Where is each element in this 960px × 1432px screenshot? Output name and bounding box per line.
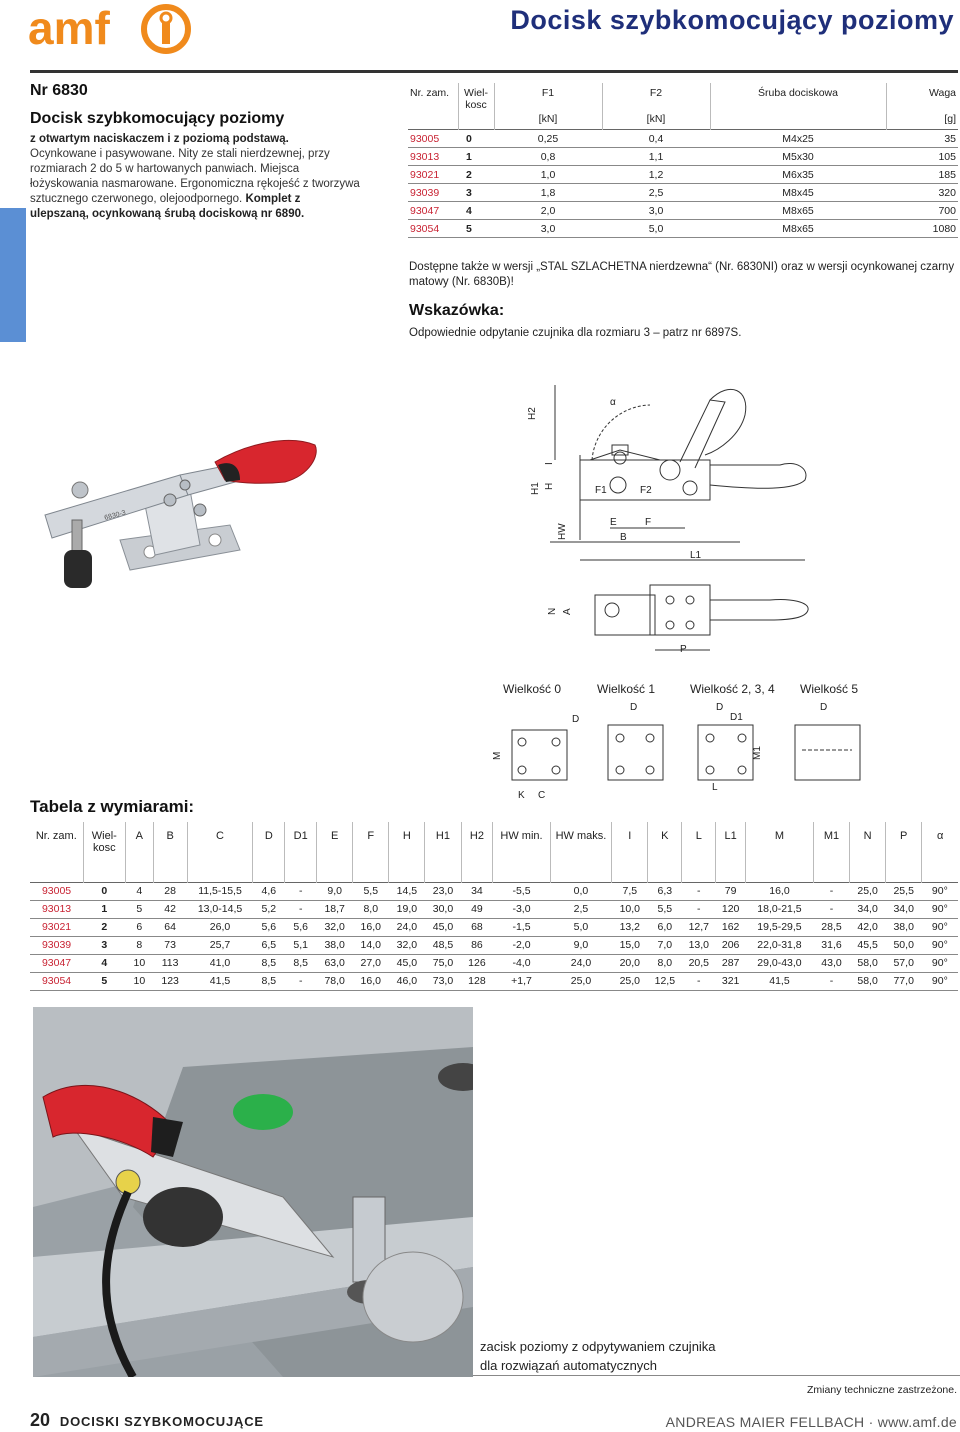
table-cell: 12,7 [682,918,716,936]
table-cell: 78,0 [317,972,353,990]
table-cell: 93021 [30,918,83,936]
photo-caption: zacisk poziomy z odpytywaniem czujnika dla rozwiązań automatycznych [480,1339,716,1373]
table-cell: 20,5 [682,954,716,972]
col-h2: H2 [461,822,493,882]
table-cell: 93047 [30,954,83,972]
table-cell: 18,0-21,5 [746,900,814,918]
table-row: 93013 1 0,8 1,1 M5x30 105 [408,148,958,166]
page-number: 20 [30,1410,51,1430]
product-subtitle: z otwartym naciskaczem i z poziomą podstawą. [30,133,289,145]
col-m: M [746,822,814,882]
table-cell: 0,0 [550,882,612,900]
table-cell: 34,0 [886,900,922,918]
svg-text:E: E [610,517,617,528]
table-cell: 45,0 [425,918,461,936]
table-cell: 93054 [30,972,83,990]
col-size: Wiel-kosc [458,83,494,130]
table-cell: 14,5 [389,882,425,900]
table-cell: 123 [153,972,187,990]
table-cell: 13,0 [682,936,716,954]
svg-text:amf: amf [28,4,110,54]
amf-logo [28,4,193,56]
table-cell: 14,0 [353,936,389,954]
col-hw-min: HW min. [493,822,550,882]
col-f2: F2 [kN] [602,83,710,130]
table-cell: 3 [83,936,125,954]
table-cell: 8,0 [353,900,389,918]
svg-text:N: N [547,607,558,615]
product-description: Ocynkowane i pasywowane. Nity ze stali nierdzewnej, przy rozmiarach 2 do 5 w hartowanych panwiach. Miejsca łożyskowania nasmarowane. Ergonomiczna rękojeść z tworzywa sztucznego czerwonego, olejoodpornego. Komplet z ulepszaną, ocynkowaną śrubą dociskową nr 6890. [30,148,360,220]
table-cell: 287 [716,954,746,972]
table-cell: - [682,972,716,990]
table-cell: 113 [153,954,187,972]
table-row [30,900,958,918]
table-row: 93039 3 1,8 2,5 M8x45 320 [408,184,958,202]
table-row [30,882,958,900]
table-cell: 5 [126,900,154,918]
table-cell: 25,5 [886,882,922,900]
table-cell: 120 [716,900,746,918]
table-cell: 5,1 [285,936,317,954]
base-plate-drawings [480,700,910,810]
table-cell: 90° [922,900,958,918]
table-cell: 32,0 [317,918,353,936]
table-cell: 0 [83,882,125,900]
col-k: K [648,822,682,882]
table-cell: 68 [461,918,493,936]
table-cell: 38,0 [886,918,922,936]
table-cell: 5,2 [253,900,285,918]
table-cell: 41,0 [187,954,253,972]
table-cell: 5,6 [285,918,317,936]
availability-note: Dostępne także w wersji „STAL SZLACHETNA nierdzewna“ (Nr. 6830NI) oraz w wersji ocynkowanej czarny matowy (Nr. 6830B)! [409,261,955,288]
table-row [30,954,958,972]
table-cell: 57,0 [886,954,922,972]
table-cell: 2 [83,918,125,936]
table-cell: 8,5 [285,954,317,972]
table-cell: 11,5-15,5 [187,882,253,900]
table-cell: 45,0 [389,954,425,972]
footer-company: ANDREAS MAIER FELLBACH · www.amf.de [665,1414,957,1430]
table-cell: - [285,882,317,900]
svg-text:HW: HW [557,523,568,540]
table-cell: 28 [153,882,187,900]
table-cell: 5,0 [550,918,612,936]
col-size: Wiel-kosc [83,822,125,882]
svg-text:I: I [544,462,555,465]
table-row [30,936,958,954]
table-cell: 29,0-43,0 [746,954,814,972]
table-cell: 73 [153,936,187,954]
table-cell: 64 [153,918,187,936]
table-cell: 42,0 [850,918,886,936]
top-divider [30,70,958,73]
table-cell: 5 [83,972,125,990]
svg-text:B: B [620,532,627,543]
table-cell: 27,0 [353,954,389,972]
table-cell: 6,3 [648,882,682,900]
table-cell: 10 [126,954,154,972]
col-f1: F1 [kN] [494,83,602,130]
table-cell: - [813,972,849,990]
table-cell: 28,5 [813,918,849,936]
table-cell: 162 [716,918,746,936]
col-h1: H1 [425,822,461,882]
svg-text:L: L [712,782,718,793]
table-cell: 2,5 [550,900,612,918]
table-cell: 8,0 [648,954,682,972]
changes-note: Zmiany techniczne zastrzeżone. [807,1384,957,1396]
product-photo [40,420,330,600]
col-f: F [353,822,389,882]
table-cell: 90° [922,972,958,990]
table-cell: 9,0 [550,936,612,954]
table-cell: 42 [153,900,187,918]
table-cell: 6 [126,918,154,936]
table-cell: 93039 [30,936,83,954]
table-row: 93054 5 3,0 5,0 M8x65 1080 [408,220,958,238]
footer-section [30,1410,264,1431]
svg-text:6830-3: 6830-3 [103,509,127,522]
col-d1: D1 [285,822,317,882]
table-cell: 5,6 [253,918,285,936]
table-cell: 16,0 [353,972,389,990]
size-234-label: Wielkość 2, 3, 4 [690,682,775,696]
table-cell: 86 [461,936,493,954]
svg-text:H: H [544,482,555,490]
dimensions-table [30,822,958,991]
table-cell: - [682,882,716,900]
svg-text:D: D [716,702,724,713]
table-row: 93021 2 1,0 1,2 M6x35 185 [408,166,958,184]
col-i: I [612,822,648,882]
table-cell: 90° [922,954,958,972]
table-cell: 4 [126,882,154,900]
table-cell: 50,0 [886,936,922,954]
table-cell: 41,5 [187,972,253,990]
svg-text:α: α [610,397,616,408]
table-cell: 7,5 [612,882,648,900]
table-row [30,972,958,990]
spec-table [408,83,958,238]
table-cell: 16,0 [746,882,814,900]
svg-text:D: D [572,714,580,725]
hint-text: Odpowiednie odpytanie czujnika dla rozmiaru 3 – patrz nr 6897S. [409,327,742,339]
svg-text:M1: M1 [752,746,763,760]
table-cell: 5,5 [353,882,389,900]
col-hw-max: HW maks. [550,822,612,882]
table-cell: 30,0 [425,900,461,918]
col-alpha: α [936,830,944,842]
svg-text:M: M [492,751,503,760]
svg-text:D1: D1 [730,712,743,723]
table-cell: 26,0 [187,918,253,936]
col-m1: M1 [813,822,849,882]
col-l1: L1 [716,822,746,882]
table-cell: 48,5 [425,936,461,954]
table-cell: 79 [716,882,746,900]
col-e: E [317,822,353,882]
table-cell: 90° [922,918,958,936]
table-cell: 45,5 [850,936,886,954]
table-cell: 22,0-31,8 [746,936,814,954]
table-cell: - [813,900,849,918]
table-cell: 25,0 [850,882,886,900]
table-cell: - [285,900,317,918]
svg-text:F2: F2 [640,485,652,496]
table-cell: 321 [716,972,746,990]
col-screw: Śruba dociskowa [710,83,886,130]
col-weight: Waga [g] [928,87,956,125]
table-cell: 19,0 [389,900,425,918]
svg-text:H1: H1 [530,482,541,495]
table-cell: 93005 [30,882,83,900]
svg-text:P: P [680,644,687,655]
svg-text:K: K [518,790,525,801]
col-d: D [253,822,285,882]
table-cell: 12,5 [648,972,682,990]
table-cell: 18,7 [317,900,353,918]
table-cell: +1,7 [493,972,550,990]
svg-text:D: D [820,702,828,713]
table-cell: 19,5-29,5 [746,918,814,936]
table-cell: -4,0 [493,954,550,972]
table-cell: 41,5 [746,972,814,990]
table-cell: 31,6 [813,936,849,954]
section-name: DOCISKI SZYBKOMOCUJĄCE [59,1414,264,1429]
table-cell: 128 [461,972,493,990]
table-cell: 25,7 [187,936,253,954]
col-p: P [886,822,922,882]
svg-text:L1: L1 [690,550,702,561]
svg-text:H2: H2 [527,407,538,420]
table-cell: 90° [922,936,958,954]
caption-divider [473,1375,960,1376]
table-cell: 73,0 [425,972,461,990]
size-1-label: Wielkość 1 [597,682,656,696]
table-cell: 24,0 [550,954,612,972]
table-cell: 10 [126,972,154,990]
table-cell: 75,0 [425,954,461,972]
col-c: C [187,822,253,882]
col-n: N [850,822,886,882]
col-nr: Nr. zam. [30,822,83,882]
size-5-label: Wielkość 5 [800,682,859,696]
table-cell: - [285,972,317,990]
table-cell: 4,6 [253,882,285,900]
table-cell: 93013 [30,900,83,918]
table-cell: 9,0 [317,882,353,900]
application-photo [33,1007,473,1377]
table-cell: 126 [461,954,493,972]
table-cell: 13,0-14,5 [187,900,253,918]
product-number: Nr 6830 [30,82,88,99]
col-l: L [682,822,716,882]
table-cell: 25,0 [612,972,648,990]
svg-text:F1: F1 [595,485,607,496]
svg-text:F: F [645,517,652,528]
hint-title: Wskazówka: [409,302,505,319]
table-cell: 46,0 [389,972,425,990]
table-cell: 4 [83,954,125,972]
table-cell: - [682,900,716,918]
table-cell: 5,5 [648,900,682,918]
table-cell: 24,0 [389,918,425,936]
table-cell: 20,0 [612,954,648,972]
table-cell: 15,0 [612,936,648,954]
col-a: A [126,822,154,882]
table-cell: 90° [922,882,958,900]
table-cell: 23,0 [425,882,461,900]
table-cell: 63,0 [317,954,353,972]
table-cell: 206 [716,936,746,954]
dimensions-title: Tabela z wymiarami: [30,797,195,816]
table-cell: 13,2 [612,918,648,936]
page-title: Docisk szybkomocujący poziomy [510,5,954,35]
table-cell: 58,0 [850,972,886,990]
product-intro [30,82,360,222]
size-0-label: Wielkość 0 [503,682,562,696]
svg-text:A: A [562,608,573,615]
table-cell: 6,0 [648,918,682,936]
svg-text:D: D [630,702,638,713]
col-nr: Nr. zam. [408,83,458,130]
svg-text:C: C [538,790,546,801]
table-cell: 6,5 [253,936,285,954]
table-cell: 8,5 [253,954,285,972]
table-cell: 8,5 [253,972,285,990]
side-view-drawing [520,360,960,575]
top-view-drawing [540,580,840,660]
product-title: Docisk szybkomocujący poziomy [30,110,285,127]
table-cell: 25,0 [550,972,612,990]
table-cell: 8 [126,936,154,954]
table-cell: 43,0 [813,954,849,972]
table-row: 93047 4 2,0 3,0 M8x65 700 [408,202,958,220]
header [0,0,960,62]
table-cell: 34,0 [850,900,886,918]
table-cell: 58,0 [850,954,886,972]
table-cell: 34 [461,882,493,900]
table-cell: -1,5 [493,918,550,936]
table-cell: 10,0 [612,900,648,918]
table-cell: 77,0 [886,972,922,990]
table-cell: 16,0 [353,918,389,936]
table-cell: -3,0 [493,900,550,918]
table-cell: -5,5 [493,882,550,900]
side-color-tab [0,208,26,342]
table-row: 93005 0 0,25 0,4 M4x25 35 [408,130,958,148]
table-cell: 7,0 [648,936,682,954]
col-h: H [389,822,425,882]
table-row [30,918,958,936]
table-cell: 38,0 [317,936,353,954]
table-cell: -2,0 [493,936,550,954]
table-cell: - [813,882,849,900]
table-cell: 49 [461,900,493,918]
table-cell: 1 [83,900,125,918]
table-cell: 32,0 [389,936,425,954]
col-b: B [153,822,187,882]
